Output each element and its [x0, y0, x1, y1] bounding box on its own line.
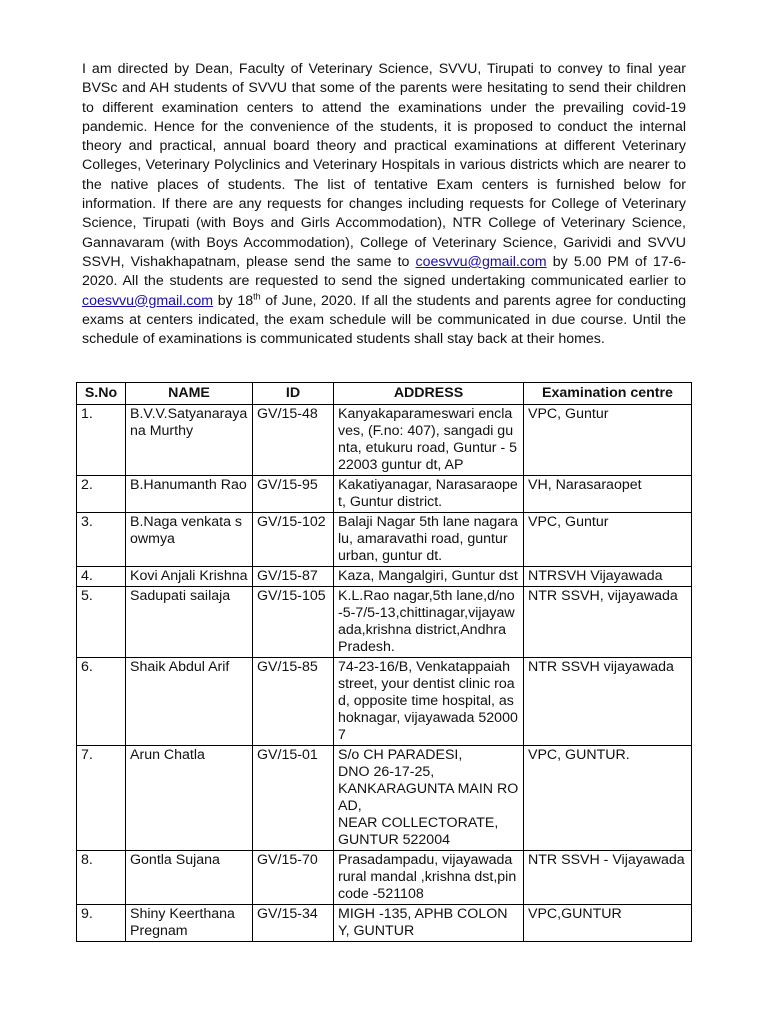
cell-sno: 8.	[77, 851, 126, 905]
cell-id: GV/15-70	[253, 851, 334, 905]
ordinal-suffix: th	[253, 290, 261, 301]
cell-exam-centre: VPC,GUNTUR	[524, 905, 692, 942]
cell-name: Sadupati sailaja	[126, 587, 253, 658]
cell-name: Shaik Abdul Arif	[126, 658, 253, 746]
header-exam-centre: Examination centre	[524, 383, 692, 405]
cell-sno: 5.	[77, 587, 126, 658]
table-row	[77, 476, 692, 513]
letter-text-1: I am directed by Dean, Faculty of Veterinary Science, SVVU, Tirupati to convey to final year BVSc and AH students of SVVU that some of the parents were hesitating to send their children to different examination centers to attend the examinations under the prevailing covid-19 pandemic. Hence for the convenience of the students, it is proposed to conduct the internal theory and practical, annual board theory and practical examinations at different Veterinary Colleges, Veterinary Polyclinics and Veterinary Hospitals in various districts which are nearer to the native places of students. The list of tentative Exam centers is furnished below for information. If there are any requests for changes including requests for College of Veterinary Science, Tirupati (with Boys and Girls Accommodation), NTR College of Veterinary Science, Gannavaram (with Boys Accommodation), College of Veterinary Science, Garividi and SVVU SSVH, Vishakhapatnam, please send the same to	[82, 61, 686, 270]
exam-centre-table	[76, 382, 692, 942]
letter-text-3: by 18	[213, 292, 254, 309]
cell-address: S/o CH PARADESI, DNO 26-17-25, KANKARAGUNTA MAIN ROAD, NEAR COLLECTORATE, GUNTUR 522004	[334, 746, 524, 851]
cell-exam-centre: VPC, GUNTUR.	[524, 746, 692, 851]
header-sno: S.No	[77, 383, 126, 405]
cell-exam-centre: NTR SSVH, vijayawada	[524, 587, 692, 658]
email-link-2[interactable]: coesvvu@gmail.com	[82, 292, 214, 309]
cell-address: Prasadampadu, vijayawada rural mandal ,krishna dst,pin code -521108	[334, 851, 524, 905]
cell-address: Kakatiyanagar, Narasaraopet, Guntur district.	[334, 476, 524, 513]
cell-sno: 9.	[77, 905, 126, 942]
cell-exam-centre: NTR SSVH - Vijayawada	[524, 851, 692, 905]
cell-id: GV/15-95	[253, 476, 334, 513]
table-row	[77, 587, 692, 658]
cell-id: GV/15-48	[253, 405, 334, 476]
cell-exam-centre: NTR SSVH vijayawada	[524, 658, 692, 746]
table-row	[77, 851, 692, 905]
cell-id: GV/15-102	[253, 513, 334, 567]
cell-exam-centre: VPC, Guntur	[524, 513, 692, 567]
table-row	[77, 513, 692, 567]
cell-sno: 2.	[77, 476, 126, 513]
cell-sno: 3.	[77, 513, 126, 567]
table-row	[77, 567, 692, 587]
table-row	[77, 405, 692, 476]
cell-address: Kanyakaparameswari enclaves, (F.no: 407), sangadi gunta, etukuru road, Guntur - 522003 guntur dt, AP	[334, 405, 524, 476]
letter-text-2: by 5.00 PM of 17-6-2020. All the students are requested to send the signed undertaking communicated earlier to	[82, 253, 686, 290]
cell-address: K.L.Rao nagar,5th lane,d/no-5-7/5-13,chittinagar,vijayawada,krishna district,Andhra Pradesh.	[334, 587, 524, 658]
letter-paragraph	[82, 60, 686, 349]
cell-id: GV/15-85	[253, 658, 334, 746]
cell-name: Gontla Sujana	[126, 851, 253, 905]
email-link-1[interactable]: coesvvu@gmail.com	[415, 253, 547, 270]
header-name: NAME	[126, 383, 253, 405]
cell-name: Kovi Anjali Krishna	[126, 567, 253, 587]
table-row	[77, 746, 692, 851]
table-row	[77, 658, 692, 746]
cell-name: B.Hanumanth Rao	[126, 476, 253, 513]
cell-address: 74-23-16/B, Venkatappaiah street, your dentist clinic road, opposite time hospital, ashoknagar, vijayawada 520007	[334, 658, 524, 746]
cell-exam-centre: VH, Narasaraopet	[524, 476, 692, 513]
cell-id: GV/15-34	[253, 905, 334, 942]
cell-exam-centre: VPC, Guntur	[524, 405, 692, 476]
cell-id: GV/15-01	[253, 746, 334, 851]
letter-text-4: of June, 2020. If all the students and parents agree for conducting exams at centers indicated, the exam schedule will be communicated in due course. Until the schedule of examinations is communicated students shall stay back at their homes.	[82, 292, 686, 348]
cell-sno: 6.	[77, 658, 126, 746]
table-header-row	[77, 383, 692, 405]
cell-sno: 4.	[77, 567, 126, 587]
cell-address: MIGH -135, APHB COLONY, GUNTUR	[334, 905, 524, 942]
cell-exam-centre: NTRSVH Vijayawada	[524, 567, 692, 587]
header-address: ADDRESS	[334, 383, 524, 405]
header-id: ID	[253, 383, 334, 405]
cell-id: GV/15-87	[253, 567, 334, 587]
cell-id: GV/15-105	[253, 587, 334, 658]
cell-sno: 1.	[77, 405, 126, 476]
cell-name: B.Naga venkata sowmya	[126, 513, 253, 567]
cell-name: B.V.V.Satyanarayana Murthy	[126, 405, 253, 476]
cell-sno: 7.	[77, 746, 126, 851]
cell-address: Balaji Nagar 5th lane nagaralu, amaravathi road, guntur urban, guntur dt.	[334, 513, 524, 567]
cell-name: Arun Chatla	[126, 746, 253, 851]
cell-name: Shiny Keerthana Pregnam	[126, 905, 253, 942]
cell-address: Kaza, Mangalgiri, Guntur dst	[334, 567, 524, 587]
table-row	[77, 905, 692, 942]
